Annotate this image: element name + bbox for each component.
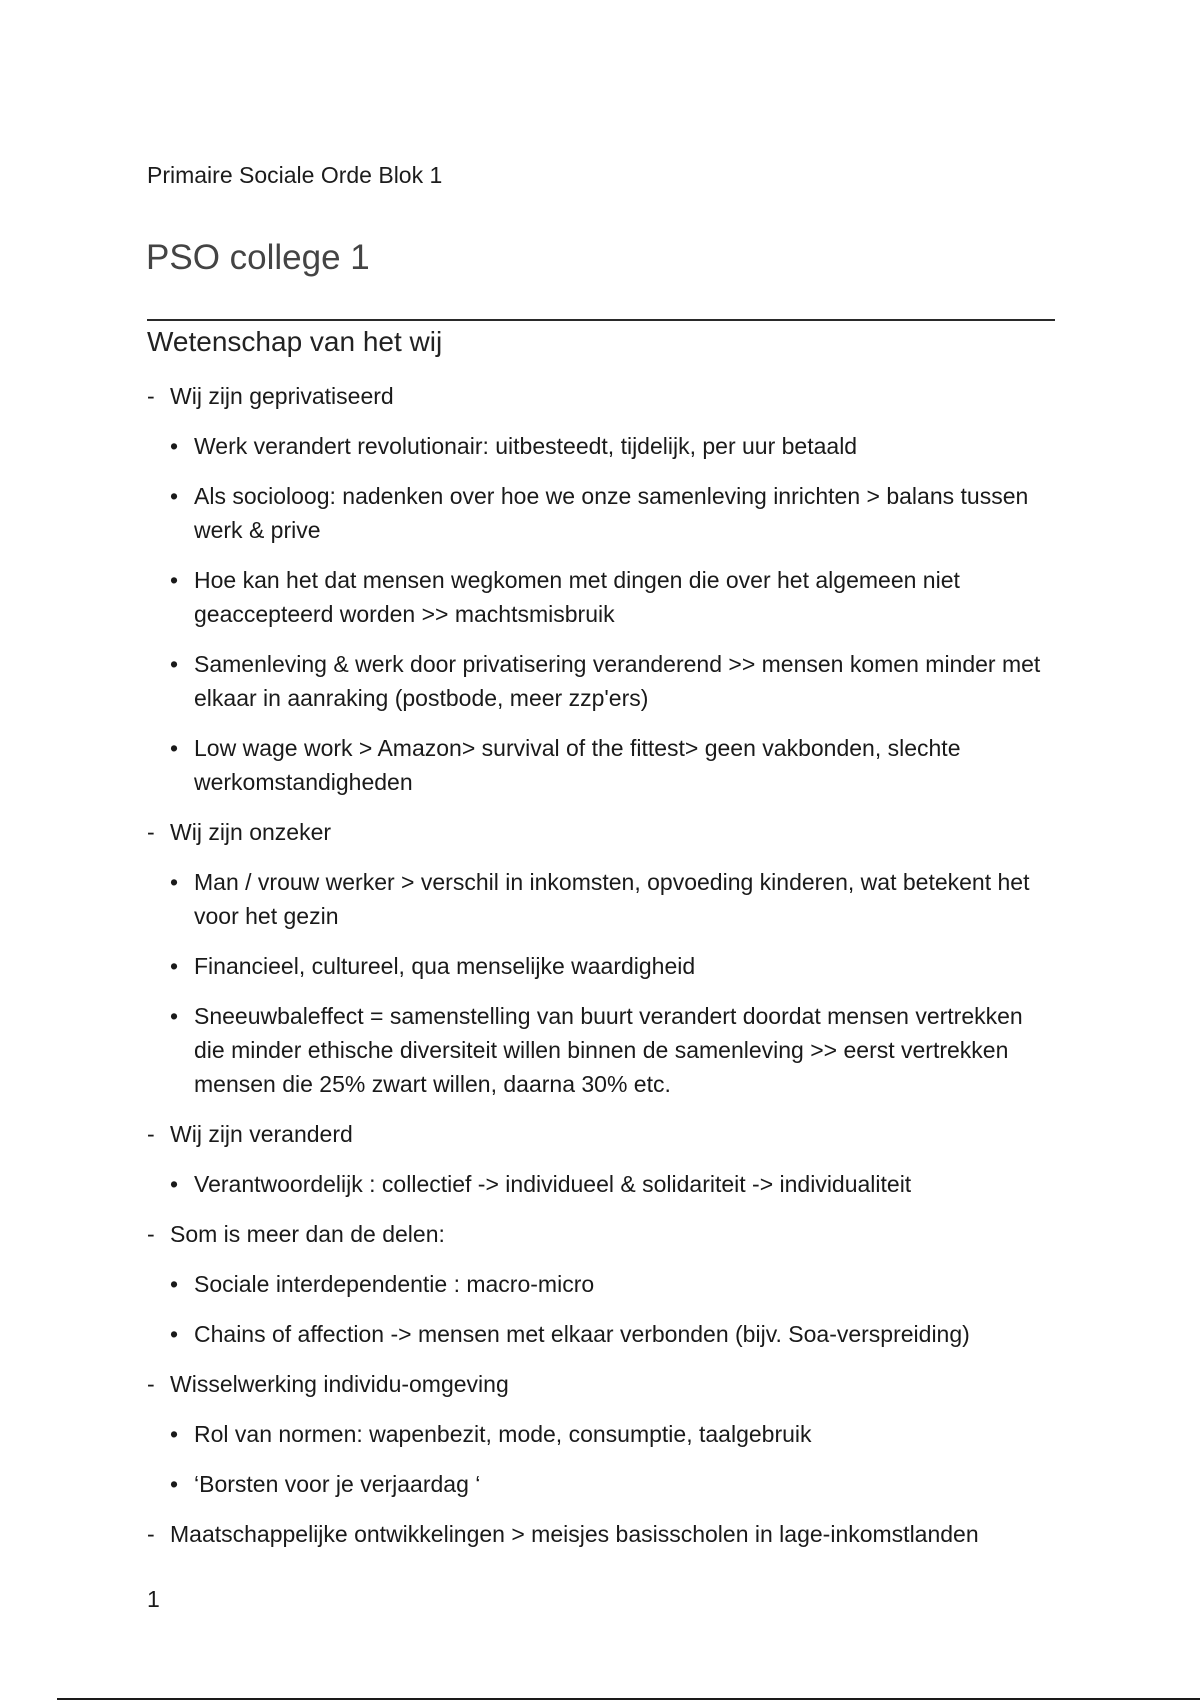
- bullet-marker: •: [170, 953, 179, 979]
- bullet-list-item: [0, 1467, 1052, 1501]
- list-item-text: Als socioloog: nadenken over hoe we onze samenleving inrichten > balans tussen werk & prive: [194, 483, 1029, 543]
- list-item-text: Rol van normen: wapenbezit, mode, consumptie, taalgebruik: [194, 1421, 812, 1447]
- list-item-text: Verantwoordelijk : collectief -> individueel & solidariteit -> individualiteit: [194, 1171, 912, 1197]
- notes-list: [0, 379, 1200, 1567]
- title-divider: [147, 319, 1055, 321]
- bullet-list-item: [0, 647, 1052, 715]
- dash-list-item: [0, 379, 1070, 413]
- list-item-text: Samenleving & werk door privatisering veranderend >> mensen komen minder met elkaar in aanraking (postbode, meer zzp'ers): [194, 651, 1041, 711]
- dash-list-item: [0, 815, 1070, 849]
- bullet-marker: •: [170, 433, 179, 459]
- list-item-text: Werk verandert revolutionair: uitbesteedt, tijdelijk, per uur betaald: [194, 433, 858, 459]
- bullet-marker: •: [170, 1321, 179, 1347]
- bullet-marker: •: [170, 1421, 179, 1447]
- bullet-marker: •: [170, 1471, 179, 1497]
- list-item-text: Hoe kan het dat mensen wegkomen met dingen die over het algemeen niet geaccepteerd worden >> machtsmisbruik: [194, 567, 960, 627]
- document-header: Primaire Sociale Orde Blok 1: [147, 162, 443, 188]
- list-item-text: Som is meer dan de delen:: [170, 1221, 445, 1247]
- bullet-list-item: [0, 731, 1052, 799]
- list-item-text: Sociale interdependentie : macro-micro: [194, 1271, 595, 1297]
- list-item-text: ‘Borsten voor je verjaardag ‘: [194, 1471, 481, 1497]
- bullet-list-item: [0, 429, 1052, 463]
- bullet-marker: •: [170, 735, 179, 761]
- list-item-text: Man / vrouw werker > verschil in inkomsten, opvoeding kinderen, wat betekent het voor het gezin: [194, 869, 1030, 929]
- list-item-text: Maatschappelijke ontwikkelingen > meisjes basisscholen in lage-inkomstlanden: [170, 1521, 979, 1547]
- dash-marker: -: [147, 1121, 155, 1147]
- dash-marker: -: [147, 1371, 155, 1397]
- bullet-list-item: [0, 1417, 1052, 1451]
- dash-list-item: [0, 1117, 1070, 1151]
- list-item-text: Sneeuwbaleffect = samenstelling van buurt verandert doordat mensen vertrekken die minder ethische diversiteit willen binnen de samenleving >> eerst vertrekken mensen die 25% zwart willen, daarna 30% etc.: [194, 1003, 1023, 1097]
- list-item-text: Wij zijn veranderd: [170, 1121, 353, 1147]
- list-item-text: Low wage work > Amazon> survival of the fittest> geen vakbonden, slechte werkomstandigheden: [194, 735, 961, 795]
- bullet-marker: •: [170, 1271, 179, 1297]
- bullet-marker: •: [170, 869, 179, 895]
- bullet-list-item: [0, 999, 1052, 1101]
- bullet-marker: •: [170, 483, 179, 509]
- dash-list-item: [0, 1367, 1070, 1401]
- dash-list-item: [0, 1217, 1070, 1251]
- bullet-marker: •: [170, 651, 179, 677]
- dash-marker: -: [147, 1221, 155, 1247]
- bullet-list-item: [0, 563, 1052, 631]
- list-item-text: Wisselwerking individu-omgeving: [170, 1371, 509, 1397]
- list-item-text: Financieel, cultureel, qua menselijke waardigheid: [194, 953, 696, 979]
- bullet-list-item: [0, 1267, 1052, 1301]
- dash-marker: -: [147, 1521, 155, 1547]
- list-item-text: Wij zijn onzeker: [170, 819, 332, 845]
- document-title: PSO college 1: [146, 238, 370, 277]
- page-number: 1: [147, 1586, 160, 1612]
- dash-list-item: [0, 1517, 1070, 1551]
- dash-marker: -: [147, 819, 155, 845]
- section-heading: Wetenschap van het wij: [147, 326, 443, 357]
- bullet-list-item: [0, 949, 1052, 983]
- list-item-text: Wij zijn geprivatiseerd: [170, 383, 394, 409]
- bullet-list-item: [0, 479, 1052, 547]
- bullet-list-item: [0, 1317, 1052, 1351]
- bullet-list-item: [0, 865, 1052, 933]
- bullet-marker: •: [170, 1003, 179, 1029]
- bullet-list-item: [0, 1167, 1052, 1201]
- list-item-text: Chains of affection -> mensen met elkaar verbonden (bijv. Soa-verspreiding): [194, 1321, 970, 1347]
- dash-marker: -: [147, 383, 155, 409]
- bullet-marker: •: [170, 1171, 179, 1197]
- bullet-marker: •: [170, 567, 179, 593]
